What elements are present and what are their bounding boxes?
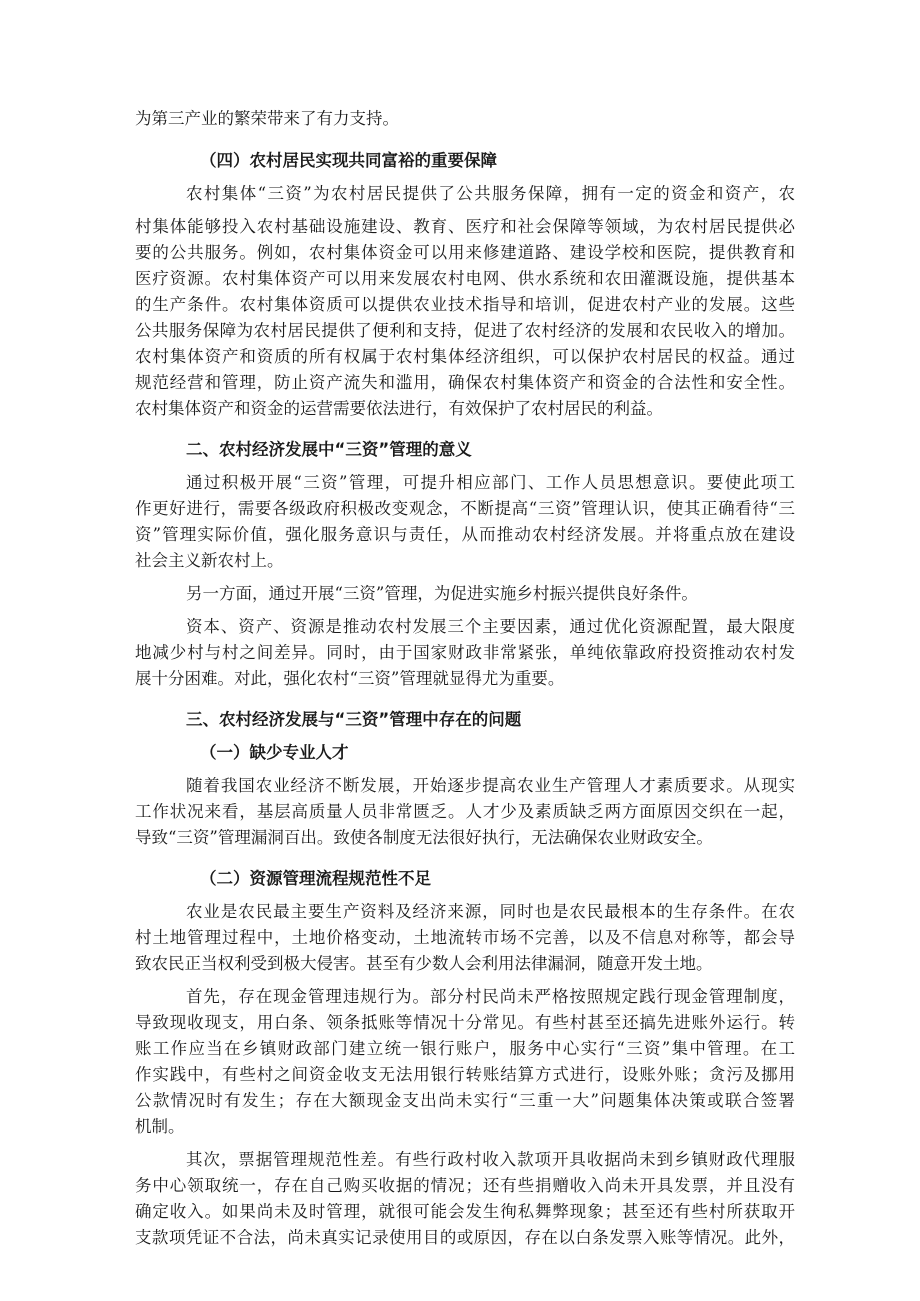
paragraph-line: 确定收入。如果尚未及时管理，就很可能会发生徇私舞弊现象；甚至还有些村所获取开 [135,1202,795,1221]
paragraph-line: 资”管理实际价值，强化服务意识与责任，从而推动农村经济发展。并将重点放在建设 [135,525,795,544]
paragraph-line: 公共服务保障为农村居民提供了便利和支持，促进了农村经济的发展和农民收入的增加。 [135,321,795,340]
paragraph-line: 导致现收现支，用白条、领条抵账等情况十分常见。有些村甚至还搞先进账外运行。转 [135,1013,795,1032]
paragraph-line: 另一方面，通过开展“三资”管理，为促进实施乡村振兴提供良好条件。 [186,584,698,603]
paragraph-line: 农村集体资产和资质的所有权属于农村集体经济组织，可以保护农村居民的权益。通过 [135,347,795,366]
paragraph-line: 导致“三资”管理漏洞百出。致使各制度无法很好执行，无法确保农业财政安全。 [135,828,713,847]
paragraph-line: 要的公共服务。例如，农村集体资金可以用来修建道路、建设学校和医院，提供教育和 [135,243,795,262]
paragraph-line: 为第三产业的繁荣带来了有力支持。 [135,109,399,128]
paragraph-line: 医疗资源。农村集体资产可以用来发展农村电网、供水系统和农田灌溉设施，提供基本 [135,269,795,288]
paragraph-line: 展十分困难。对此，强化农村“三资”管理就显得尤为重要。 [135,669,565,688]
paragraph-line: 公款情况时有发生；存在大额现金支出尚未实行“三重一大”问题集体决策或联合签署 [135,1091,795,1110]
paragraph-line: 随着我国农业经济不断发展，开始逐步提高农业生产管理人才素质要求。从现实 [186,776,795,795]
paragraph-line: 资本、资产、资源是推动农村发展三个主要因素，通过优化资源配置，最大限度 [186,617,795,636]
paragraph-line: 村土地管理过程中，土地价格变动，土地流转市场不完善，以及不信息对称等，都会导 [135,928,795,947]
section-heading: 三、农村经济发展与“三资”管理中存在的问题 [186,710,522,729]
section-heading: （一）缺少专业人才 [200,743,349,762]
paragraph-line: 村集体能够投入农村基础设施建设、教育、医疗和社会保障等领域，为农村居民提供必 [135,217,795,236]
paragraph-line: 作更好进行，需要各级政府积极改变观念，不断提高“三资”管理认识，使其正确看待“三 [135,499,795,518]
paragraph-line: 的生产条件。农村集体资质可以提供农业技术指导和培训，促进农村产业的发展。这些 [135,295,795,314]
paragraph-line: 务中心领取统一，存在自己购买收据的情况；还有些捐赠收入尚未开具发票，并且没有 [135,1176,795,1195]
section-heading: （二）资源管理流程规范性不足 [200,869,431,888]
paragraph-line: 规范经营和管理，防止资产流失和滥用，确保农村集体资产和资金的合法性和安全性。 [135,373,795,392]
section-heading: 二、农村经济发展中“三资”管理的意义 [186,440,472,459]
paragraph-line: 社会主义新农村上。 [135,551,284,570]
paragraph-line: 通过积极开展“三资”管理，可提升相应部门、工作人员思想意识。要使此项工 [186,473,795,492]
paragraph-line: 其次，票据管理规范性差。有些行政村收入款项开具收据尚未到乡镇财政代理服 [186,1150,795,1169]
paragraph-line: 支款项凭证不合法，尚未真实记录使用目的或原因，存在以白条发票入账等情况。此外， [135,1228,795,1247]
paragraph-line: 工作状况来看，基层高质量人员非常匮乏。人才少及素质缺乏两方面原因交织在一起， [135,802,795,821]
paragraph-line: 机制。 [135,1117,185,1136]
paragraph-line: 首先，存在现金管理违规行为。部分村民尚未严格按照规定践行现金管理制度， [186,987,795,1006]
paragraph-line: 地减少村与村之间差异。同时，由于国家财政非常紧张，单纯依靠政府投资推动农村发 [135,643,795,662]
paragraph-line: 农村集体资产和资金的运营需要依法进行，有效保护了农村居民的利益。 [135,399,663,418]
section-heading: （四）农村居民实现共同富裕的重要保障 [200,151,497,170]
paragraph-line: 致农民正当权利受到极大侵害。甚至有少数人会利用法律漏洞，随意开发土地。 [135,954,713,973]
paragraph-line: 农业是农民最主要生产资料及经济来源，同时也是农民最根本的生存条件。在农 [186,902,795,921]
paragraph-line: 农村集体“三资”为农村居民提供了公共服务保障，拥有一定的资金和资产，农 [186,184,795,203]
paragraph-line: 作实践中，有些村之间资金收支无法用银行转账结算方式进行，设账外账；贪污及挪用 [135,1065,795,1084]
paragraph-line: 账工作应当在乡镇财政部门建立统一银行账户，服务中心实行“三资”集中管理。在工 [135,1039,795,1058]
